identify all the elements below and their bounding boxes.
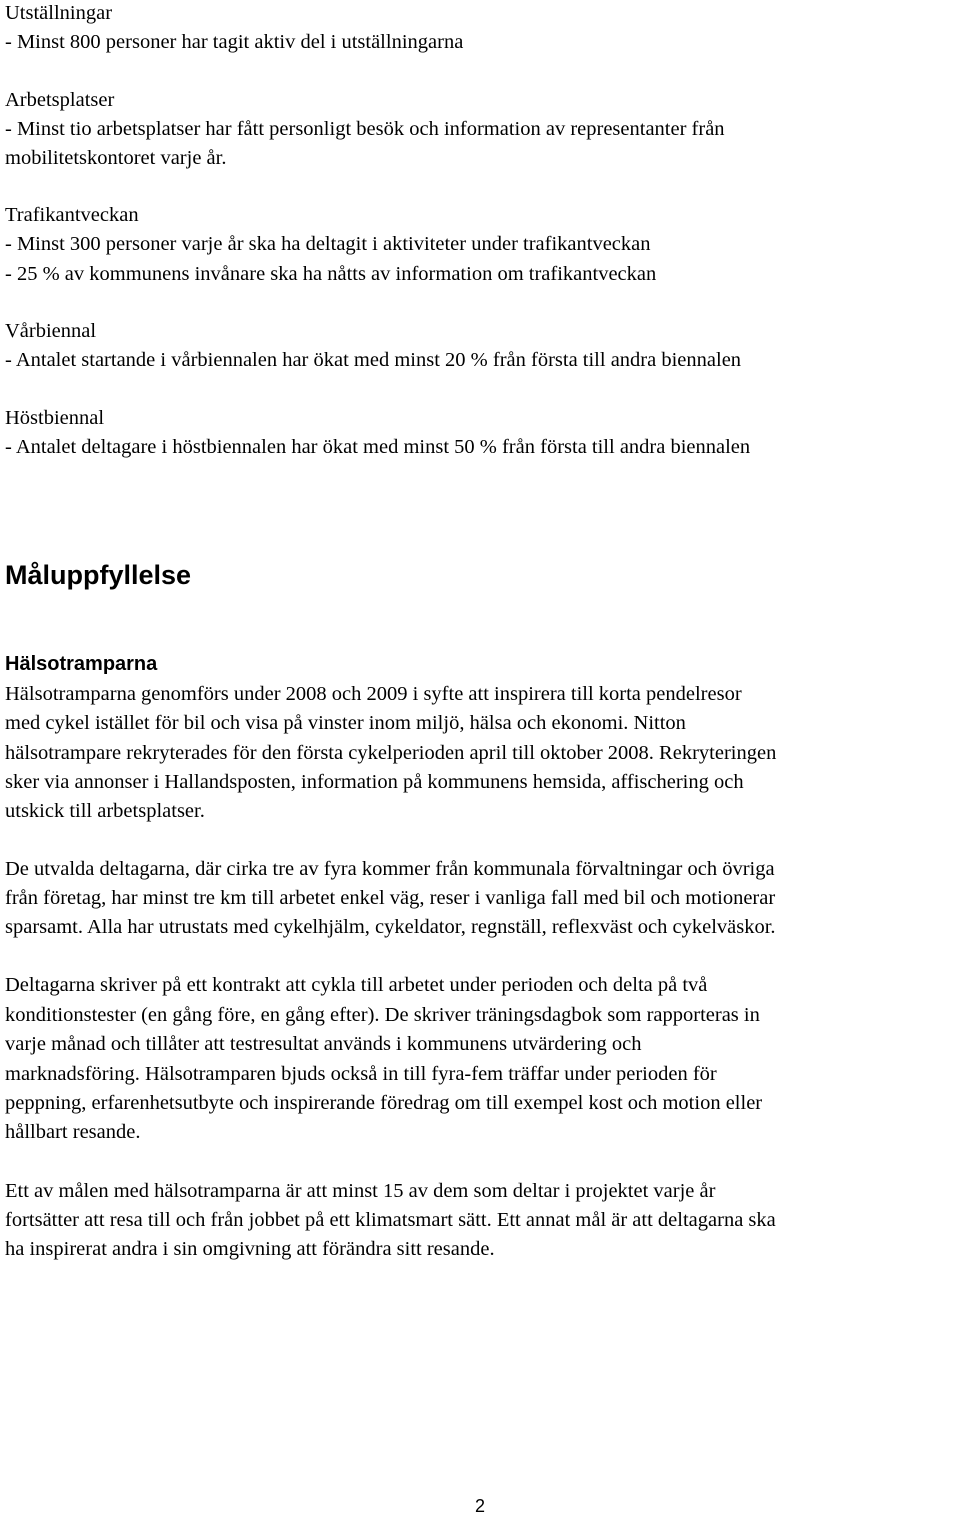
goal-item: mobilitetskontoret varje år.: [5, 147, 227, 169]
section-title-hostbiennal: Höstbiennal: [5, 407, 105, 429]
goal-item: - Minst tio arbetsplatser har fått personligt besök och information av representanter från: [5, 118, 725, 140]
paragraph-line: Deltagarna skriver på ett kontrakt att cykla till arbetet under perioden och delta på två: [5, 974, 708, 996]
section-title-arbetsplatser: Arbetsplatser: [5, 89, 115, 111]
paragraph-line: fortsätter att resa till och från jobbet på ett klimatsmart sätt. Ett annat mål är att deltagarna ska: [5, 1209, 776, 1231]
goal-item: - Antalet deltagare i höstbiennalen har ökat med minst 50 % från första till andra biennalen: [5, 436, 751, 458]
paragraph-line: De utvalda deltagarna, där cirka tre av fyra kommer från kommunala förvaltningar och övriga: [5, 858, 775, 880]
subheading-halsotramparna: Hälsotramparna: [5, 653, 158, 675]
page-number: 2: [474, 1496, 485, 1516]
goal-item: - Minst 800 personer har tagit aktiv del i utställningarna: [5, 31, 464, 53]
paragraph-line: Hälsotramparna genomförs under 2008 och 2009 i syfte att inspirera till korta pendelresor: [5, 683, 742, 705]
goal-item: - Antalet startande i vårbiennalen har ökat med minst 20 % från första till andra biennalen: [5, 349, 742, 371]
paragraph-line: Ett av målen med hälsotramparna är att minst 15 av dem som deltar i projektet varje år: [5, 1180, 716, 1202]
paragraph-line: peppning, erfarenhetsutbyte och inspirerande föredrag om till exempel kost och motion eller: [5, 1092, 763, 1114]
paragraph-line: sparsamt. Alla har utrustats med cykelhjälm, cykeldator, regnställ, reflexväst och cykelväskor.: [5, 916, 776, 938]
goal-item: - Minst 300 personer varje år ska ha deltagit i aktiviteter under trafikantveckan: [5, 233, 651, 255]
section-title-trafikantveckan: Trafikantveckan: [5, 204, 139, 226]
section-title-utstallningar: Utställningar: [5, 2, 113, 24]
paragraph-line: utskick till arbetsplatser.: [5, 800, 205, 822]
section-heading-maluppfyllelse: Måluppfyllelse: [5, 560, 192, 590]
goal-item: - 25 % av kommunens invånare ska ha nåtts av information om trafikantveckan: [5, 263, 657, 285]
paragraph-line: konditionstester (en gång före, en gång efter). De skriver träningsdagbok som rapporteras in: [5, 1004, 760, 1026]
paragraph-line: hållbart resande.: [5, 1121, 141, 1143]
paragraph-line: varje månad och tillåter att testresultat används i kommunens utvärdering och: [5, 1033, 642, 1055]
paragraph-line: marknadsföring. Hälsotramparen bjuds också in till fyra-fem träffar under perioden för: [5, 1063, 717, 1085]
paragraph-line: från företag, har minst tre km till arbetet enkel väg, reser i vanliga fall med bil och motionerar: [5, 887, 776, 909]
paragraph-line: hälsotrampare rekryterades för den första cykelperioden april till oktober 2008. Rekryteringen: [5, 742, 777, 764]
paragraph-line: med cykel istället för bil och visa på vinster inom miljö, hälsa och ekonomi. Nitton: [5, 712, 686, 734]
paragraph-line: ha inspirerat andra i sin omgivning att förändra sitt resande.: [5, 1238, 495, 1260]
paragraph-line: sker via annonser i Hallandsposten, information på kommunens hemsida, affischering och: [5, 771, 744, 793]
section-title-varbiennal: Vårbiennal: [5, 320, 97, 342]
